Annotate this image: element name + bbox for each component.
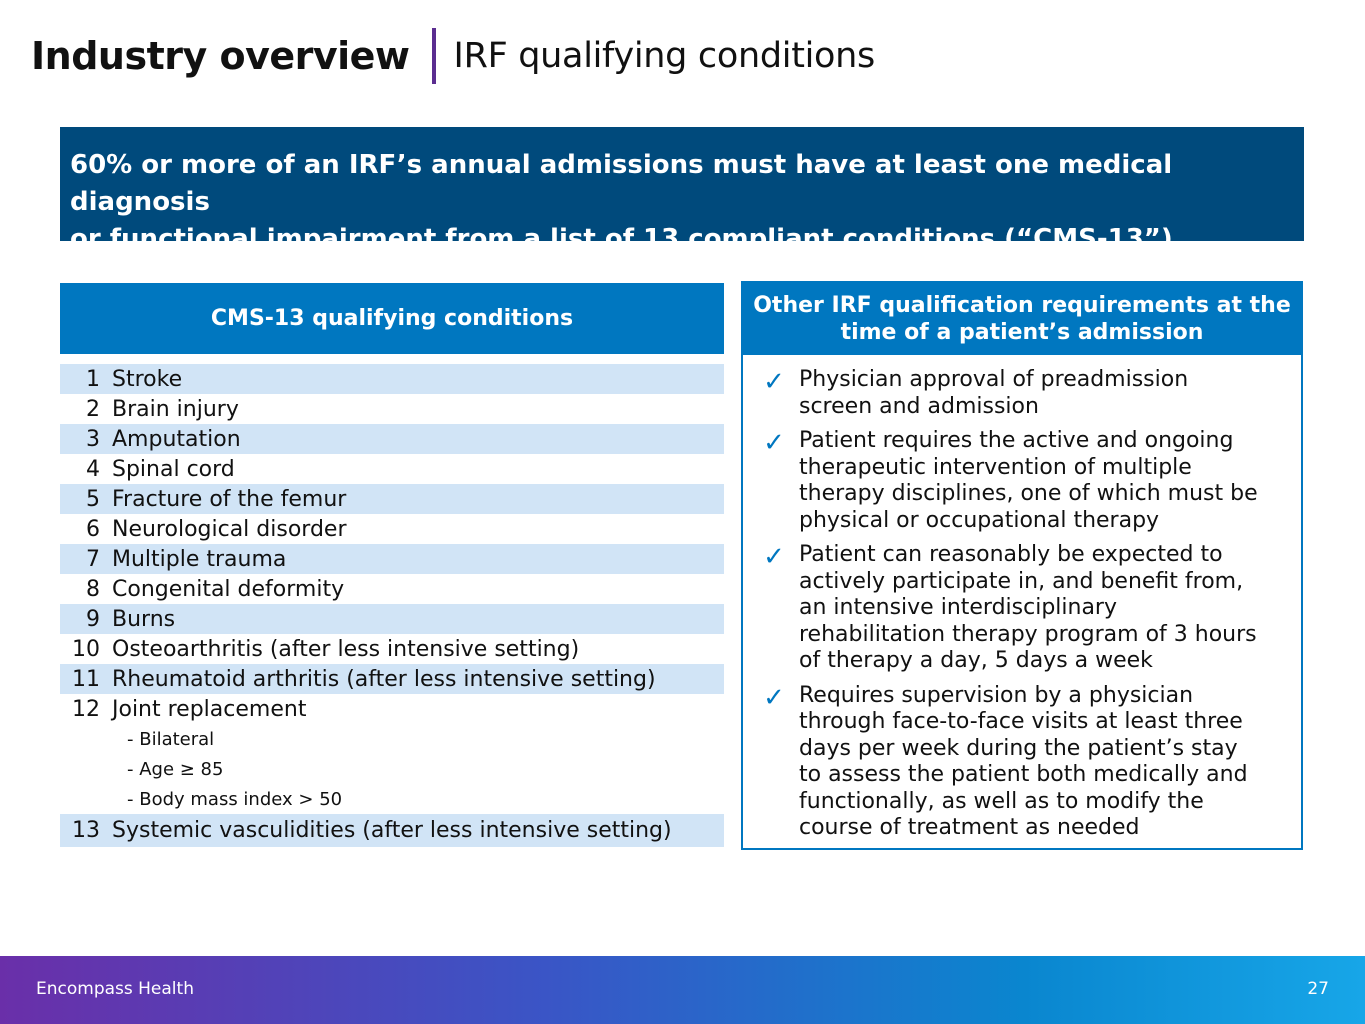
- requirement-line: an intensive interdisciplinary: [799, 595, 1118, 620]
- requirement-line: through face-to-face visits at least three: [799, 709, 1243, 734]
- requirement-line: functionally, as well as to modify the: [799, 788, 1204, 814]
- check-icon: ✓: [763, 542, 785, 572]
- item-label: Spinal cord: [112, 456, 235, 482]
- item-number: 12: [72, 696, 100, 722]
- list-item: [60, 664, 724, 694]
- check-icon: ✓: [763, 367, 785, 397]
- list-item: [60, 484, 724, 514]
- item-number: 2: [86, 396, 100, 422]
- list-item: [60, 424, 724, 454]
- requirement-item: [743, 683, 1301, 842]
- item-number: 8: [86, 576, 100, 602]
- cms13-heading-label: CMS-13 qualifying conditions: [210, 306, 574, 331]
- item-label: Fracture of the femur: [112, 486, 347, 512]
- joint-subitem-age: - Age ≥ 85: [127, 758, 224, 780]
- list-item: [60, 574, 724, 604]
- other-heading-line-2: time of a patient’s admission: [840, 320, 1204, 345]
- requirement-line: actively participate in, and benefit from,: [799, 568, 1244, 594]
- check-icon: ✓: [763, 428, 785, 458]
- banner-line-2: or functional impairment from a list of 13 compliant conditions (“CMS-13”).: [70, 224, 1183, 254]
- item-number: 11: [72, 666, 100, 692]
- other-heading-line-1: Other IRF qualification requirements at the: [753, 293, 1291, 318]
- item-label: Osteoarthritis (after less intensive setting): [112, 636, 580, 662]
- cms13-list: [60, 364, 724, 847]
- list-item: [60, 514, 724, 544]
- item-label: Burns: [112, 606, 176, 632]
- requirement-line: Requires supervision by a physician: [799, 682, 1194, 708]
- other-requirements-panel: [741, 281, 1303, 850]
- item-label: Systemic vasculidities (after less intensive setting): [112, 818, 672, 843]
- title-divider: [432, 28, 436, 84]
- requirement-line: to assess the patient both medically and: [799, 762, 1248, 787]
- item-label: Neurological disorder: [112, 516, 347, 542]
- item-label: Joint replacement: [112, 696, 307, 722]
- other-requirements-heading: [743, 283, 1301, 355]
- requirement-line: therapy disciplines, one of which must be: [799, 481, 1258, 506]
- requirement-item: [743, 367, 1301, 420]
- requirement-line: rehabilitation therapy program of 3 hours: [799, 621, 1257, 647]
- requirement-line: therapeutic intervention of multiple: [799, 454, 1192, 480]
- list-item: [60, 814, 724, 847]
- page-number: 27: [1307, 979, 1329, 999]
- item-label: Amputation: [112, 426, 241, 452]
- slide-header: [31, 26, 875, 86]
- requirements-list: [743, 355, 1301, 842]
- requirement-item: [743, 428, 1301, 534]
- requirement-line: physical or occupational therapy: [799, 507, 1160, 533]
- list-item: [60, 604, 724, 634]
- item-number: 13: [72, 818, 100, 843]
- requirement-line: of therapy a day, 5 days a week: [799, 648, 1153, 673]
- item-label: Congenital deformity: [112, 576, 345, 602]
- list-item: [60, 694, 724, 724]
- list-item: [60, 394, 724, 424]
- requirement-line: days per week during the patient’s stay: [799, 735, 1238, 761]
- page-subtitle: IRF qualifying conditions: [453, 36, 875, 76]
- item-number: 3: [86, 426, 100, 452]
- requirement-line: Patient requires the active and ongoing: [799, 428, 1234, 453]
- list-item: [60, 364, 724, 394]
- item-number: 7: [86, 546, 100, 572]
- item-number: 5: [86, 486, 100, 512]
- item-label: Brain injury: [112, 396, 239, 422]
- list-item: [60, 634, 724, 664]
- joint-subitem-bilateral: - Bilateral: [127, 728, 215, 750]
- cms13-heading: [60, 283, 724, 354]
- item-number: 10: [72, 636, 100, 662]
- key-requirement-banner: [60, 127, 1304, 254]
- page-title: Industry overview: [31, 34, 410, 78]
- item-number: 4: [86, 456, 100, 482]
- requirement-line: Patient can reasonably be expected to: [799, 542, 1223, 567]
- item-label: Multiple trauma: [112, 546, 287, 572]
- joint-subitem-bmi: - Body mass index > 50: [127, 788, 343, 810]
- item-label: Rheumatoid arthritis (after less intensive setting): [112, 666, 656, 692]
- requirement-line: Physician approval of preadmission: [799, 367, 1189, 392]
- requirement-line: screen and admission: [799, 393, 1039, 419]
- list-item: [60, 544, 724, 574]
- item-label: Stroke: [112, 366, 183, 392]
- slide-footer: [0, 956, 1365, 1024]
- banner-line-1: 60% or more of an IRF’s annual admissions must have at least one medical diagnosis: [70, 150, 1173, 217]
- requirement-line: course of treatment as needed: [799, 815, 1140, 840]
- company-name: Encompass Health: [36, 979, 194, 999]
- item-number: 1: [86, 366, 100, 392]
- item-number: 6: [86, 516, 100, 542]
- requirement-item: [743, 542, 1301, 675]
- list-item: [60, 454, 724, 484]
- item-number: 9: [86, 606, 100, 632]
- check-icon: ✓: [763, 682, 785, 713]
